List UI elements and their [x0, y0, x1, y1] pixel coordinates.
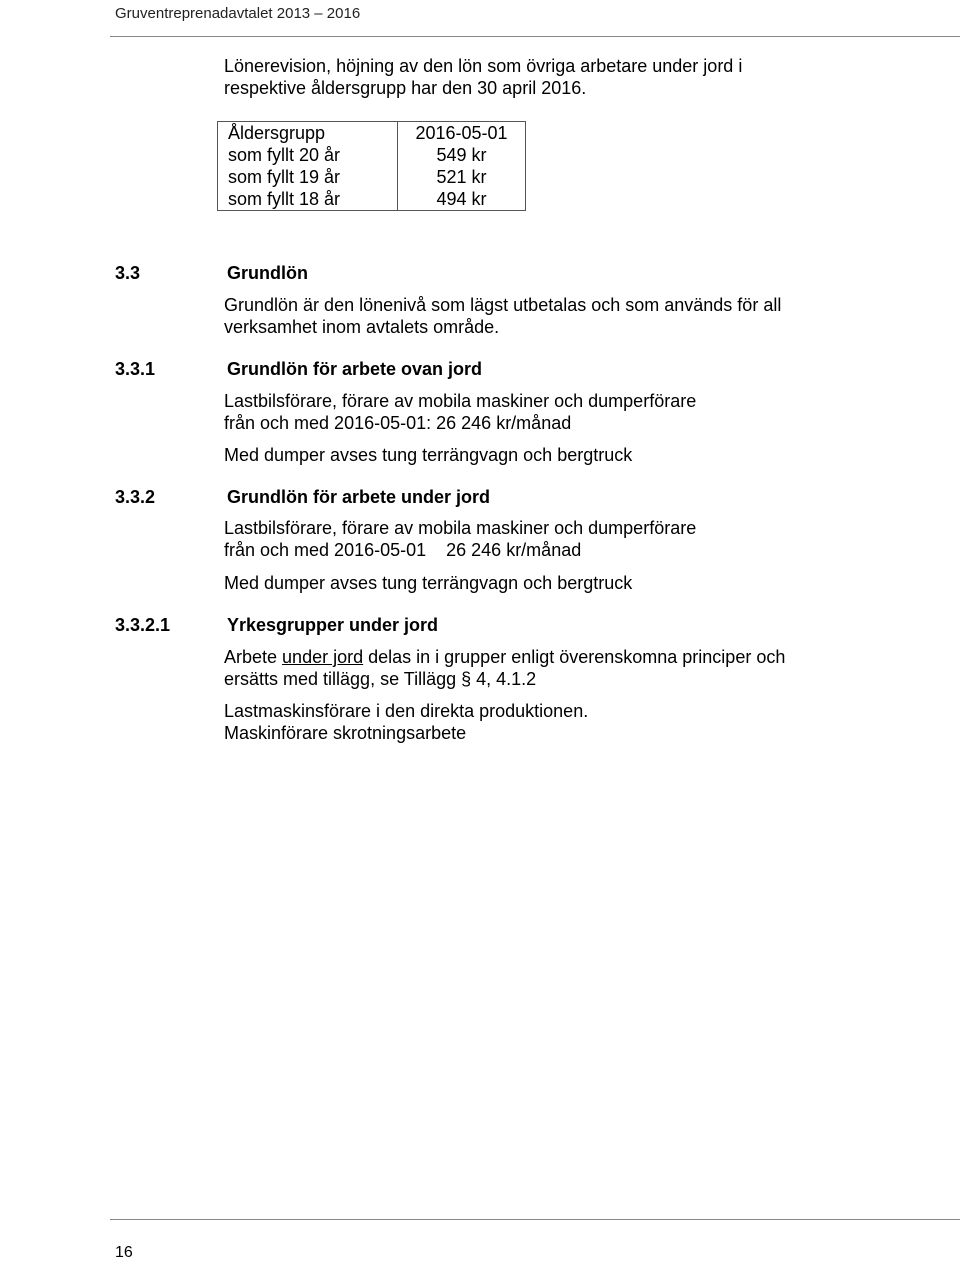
section-title: Grundlön för arbete under jord — [227, 487, 491, 507]
section-number: 3.3.2.1 — [115, 615, 171, 635]
section-body-3-3-1 — [224, 390, 696, 434]
table-row — [218, 144, 526, 166]
body-line: Lastbilsförare, förare av mobila maskiner och dumperförare — [224, 391, 697, 411]
table-header-row — [218, 122, 526, 145]
age-group-table — [217, 121, 526, 211]
list-item: Maskinförare skrotningsarbete — [224, 723, 467, 743]
section-title: Grundlön för arbete ovan jord — [227, 359, 483, 379]
section-number: 3.3.2 — [115, 487, 156, 507]
page-number: 16 — [115, 1244, 133, 1261]
footer-divider — [110, 1219, 960, 1220]
section-title: Grundlön — [227, 263, 308, 283]
table-header-cell: 2016-05-01 — [398, 122, 526, 145]
section-body-3-3-2 — [224, 517, 696, 561]
body-line: från och med 2016-05-01: 26 246 kr/månad — [224, 413, 572, 433]
body-line: från och med 2016-05-01 26 246 kr/månad — [224, 540, 582, 560]
body-line: Med dumper avses tung terrängvagn och bergtruck — [224, 573, 633, 593]
intro-line-1: Lönerevision, höjning av den lön som övriga arbetare under jord i — [224, 56, 743, 76]
header-divider — [110, 36, 960, 37]
underlined-text: under jord — [282, 647, 364, 667]
section-body-3-3-2-1 — [224, 646, 785, 690]
table-cell: som fyllt 20 år — [218, 144, 398, 166]
body-line: verksamhet inom avtalets område. — [224, 317, 500, 337]
list-item: Lastmaskinsförare i den direkta produktionen. — [224, 701, 589, 721]
section-heading-3-3-2-1 — [115, 614, 438, 636]
section-body-3-3 — [224, 294, 781, 338]
table-row — [218, 188, 526, 211]
section-heading-3-3 — [115, 262, 308, 284]
section-note-3-3-2 — [224, 572, 632, 594]
table-header-cell: Åldersgrupp — [218, 122, 398, 145]
table-cell: 494 kr — [398, 188, 526, 211]
section-heading-3-3-2 — [115, 486, 490, 508]
intro-paragraph — [224, 55, 742, 99]
occupation-list — [224, 700, 588, 744]
section-note-3-3-1 — [224, 444, 632, 466]
body-line: Med dumper avses tung terrängvagn och bergtruck — [224, 445, 633, 465]
running-header: Gruventreprenadavtalet 2013 – 2016 — [115, 5, 361, 22]
text-fragment: delas in i grupper enligt överenskomna principer och — [363, 647, 786, 667]
section-title: Yrkesgrupper under jord — [227, 615, 439, 635]
body-line: ersätts med tillägg, se Tillägg § 4, 4.1.2 — [224, 669, 537, 689]
intro-line-2: respektive åldersgrupp har den 30 april 2016. — [224, 78, 587, 98]
table-cell: som fyllt 19 år — [218, 166, 398, 188]
table-cell: 521 kr — [398, 166, 526, 188]
body-line — [224, 646, 785, 668]
text-fragment: Arbete — [224, 647, 283, 667]
section-number: 3.3.1 — [115, 359, 156, 379]
table-cell: 549 kr — [398, 144, 526, 166]
table-row — [218, 166, 526, 188]
table-cell: som fyllt 18 år — [218, 188, 398, 211]
body-line: Grundlön är den lönenivå som lägst utbetalas och som används för all — [224, 295, 782, 315]
body-line: Lastbilsförare, förare av mobila maskiner och dumperförare — [224, 518, 697, 538]
section-number: 3.3 — [115, 263, 141, 283]
section-heading-3-3-1 — [115, 358, 482, 380]
